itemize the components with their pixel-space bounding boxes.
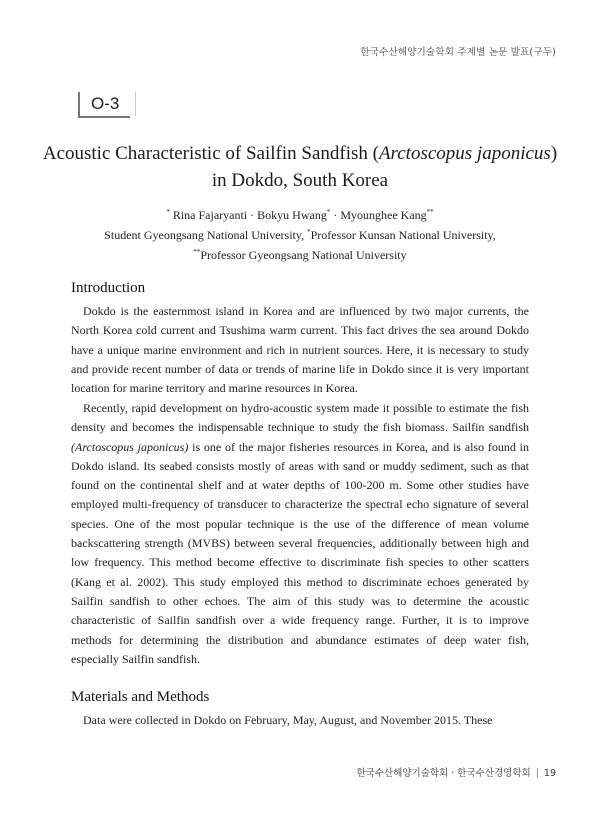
affiliation-student: Student Gyeongsang National University, <box>104 228 308 242</box>
author-names-part-1: Rina Fajaryanti · Bokyu Hwang <box>169 208 327 222</box>
affiliation-line-2 <box>40 244 560 264</box>
affiliation-kunsan: Professor Kunsan National University, <box>310 228 496 242</box>
running-header: 한국수산해양기술학회 주제별 논문 발표(구두) <box>360 47 556 58</box>
introduction-paragraph-1: Dokdo is the easternmost island in Korea and are influenced by two major currents, the North Korea cold current and Tsushima warm current. This fact drives the sea around Dokdo have a unique marine environment and rich in nutrient sources. Here, it is necessary to study and provide recent number of data or trends of marine life in Dokdo since it is very important location for marine territory and marine resources in Korea. <box>71 304 529 396</box>
title-text-post: ) <box>550 143 558 164</box>
author-mark-3: ** <box>426 208 434 216</box>
author-mark-1: * <box>166 208 170 216</box>
affiliation-gyeongsang: Professor Gyeongsang National University <box>200 248 407 262</box>
species-name-italic: (Arctoscopus japonicus) <box>71 439 189 454</box>
session-badge: O-3 <box>78 92 130 118</box>
species-name: Arctoscopus japonicus <box>378 143 551 164</box>
methods-paragraph-1: Data were collected in Dokdo on February, May, August, and November 2015. These <box>83 713 493 727</box>
introduction-paragraph-2-text-b: is one of the major fisheries resources in Korea, and is also found in Dokdo island. Its seabed consists mostly of areas with sand or muddy sediment, such as that found on the continental shelf and at water depths of 100-200 m. Some other studies have employed multi-frequency of transducer to characterize the spectral echo signature of several species. One of the most popular technique is the use of the difference of mean volume backscattering strength (MVBS) between several frequencies, additionally between high and low frequency. This method become effective to discriminate fish species to other scatters (Kang et al. 2002). This study employed this method to discriminate echoes generated by Sailfin sandfish to other echoes. The aim of this study was to determine the acoustic characteristic of Sailfin sandfish over a wide frequency range. Further, it is to improve methods for determining the distribution and abundance estimates of deep water fish, especially Sailfin sandfish. <box>71 439 530 666</box>
affiliation-line-1 <box>40 224 560 244</box>
title-line-2: in Dokdo, South Korea <box>211 170 389 191</box>
introduction-paragraph-2 <box>71 399 529 669</box>
page-footer <box>356 765 556 779</box>
page-number: 19 <box>543 768 556 779</box>
section-heading-introduction: Introduction <box>71 280 146 296</box>
section-heading-methods: Materials and Methods <box>71 689 210 705</box>
author-block <box>40 204 560 264</box>
introduction-paragraph-2-text-a: Recently, rapid development on hydro-acoustic system made it possible to estimate the fish density and becomes the indispensable technique to study the fish biomass. Sailfin sandfish <box>71 401 529 435</box>
title-line-1 <box>40 140 560 167</box>
title-text-pre: Acoustic Characteristic of Sailfin Sandfish ( <box>42 143 379 164</box>
author-mark-2: * <box>326 208 331 216</box>
paper-title <box>40 140 560 194</box>
author-names <box>40 204 560 224</box>
footer-separator: | <box>535 768 539 779</box>
footer-societies: 한국수산해양기술학회 · 한국수산경영학회 <box>356 768 531 779</box>
affiliation-mark-1: * <box>307 228 311 236</box>
author-names-part-2: · Myounghee Kang <box>330 208 427 222</box>
affiliation-mark-2: ** <box>193 248 201 256</box>
